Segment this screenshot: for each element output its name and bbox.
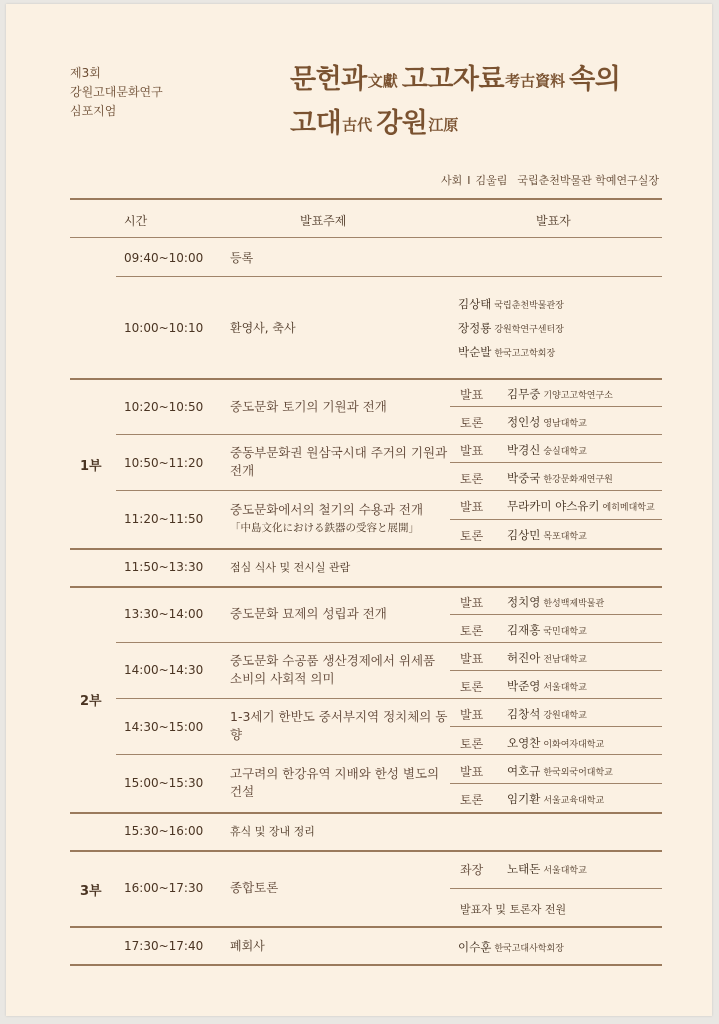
person-affiliation: 서울교육대학교 bbox=[543, 796, 605, 806]
role-label: 발표 bbox=[460, 500, 484, 514]
person-name: 노태돈 bbox=[507, 862, 541, 876]
person-name: 이수훈 bbox=[458, 940, 492, 954]
role-label: 토론 bbox=[460, 472, 484, 486]
moderator-separator: I bbox=[467, 174, 471, 187]
row-topic: 폐회사 bbox=[230, 939, 265, 953]
row-time: 11:50~13:30 bbox=[124, 560, 204, 574]
title-main-text: 고고자료 bbox=[401, 64, 505, 95]
section-rule bbox=[70, 812, 662, 814]
role-label: 발표 bbox=[460, 444, 484, 458]
row-topic: 환영사, 축사 bbox=[230, 321, 296, 335]
presenter bbox=[507, 706, 587, 722]
col-header-presenter: 발표자 bbox=[536, 214, 571, 228]
row-rule bbox=[116, 754, 662, 755]
table-top-rule bbox=[70, 198, 662, 200]
row-topic: 고구려의 한강유역 지배와 한성 별도의 건설 bbox=[230, 766, 440, 799]
sub-rule bbox=[450, 888, 662, 889]
person-affiliation: 전남대학교 bbox=[543, 655, 587, 665]
title-main-text: 속의 bbox=[569, 64, 621, 95]
role-label: 발표 bbox=[460, 765, 484, 779]
row-time: 09:40~10:00 bbox=[124, 251, 204, 265]
greeting-person bbox=[458, 344, 555, 360]
title-hanja-text: 江原 bbox=[428, 116, 459, 134]
role-label: 발표 bbox=[460, 652, 484, 666]
row-topic: 중도문화 묘제의 성립과 전개 bbox=[230, 606, 387, 621]
series-line: 강원고대문화연구 bbox=[70, 85, 163, 99]
section-label: 2부 bbox=[80, 694, 102, 709]
row-topic: 1-3세기 한반도 중서부지역 정치체의 동향 bbox=[230, 709, 448, 742]
row-topic: 중도문화 수공품 생산경제에서 위세품 소비의 사회적 의미 bbox=[230, 653, 436, 686]
section-label: 3부 bbox=[80, 884, 102, 899]
greeting-person bbox=[458, 296, 564, 312]
title-main-text: 강원 bbox=[376, 108, 428, 139]
row-time: 17:30~17:40 bbox=[124, 939, 204, 953]
chair bbox=[507, 861, 587, 877]
person-name: 무라카미 야스유키 bbox=[507, 499, 600, 513]
person-name: 여호규 bbox=[507, 764, 541, 778]
role-label: 토론 bbox=[460, 416, 484, 430]
row-time: 13:30~14:00 bbox=[124, 607, 204, 621]
title-hanja-text: 文獻 bbox=[367, 72, 398, 90]
person-affiliation: 한국외국어대학교 bbox=[543, 768, 613, 778]
row-topic: 점심 식사 및 전시실 관람 bbox=[230, 561, 351, 574]
person-affiliation: 한국고고학회장 bbox=[494, 349, 556, 359]
row-time: 16:00~17:30 bbox=[124, 881, 204, 895]
section-rule bbox=[70, 586, 662, 588]
sub-rule bbox=[450, 614, 662, 615]
sub-rule bbox=[450, 406, 662, 407]
section-rule bbox=[70, 850, 662, 852]
discussant bbox=[507, 791, 604, 807]
person-name: 박경신 bbox=[507, 443, 541, 457]
section-rule bbox=[70, 548, 662, 550]
person-affiliation: 국립춘천박물관장 bbox=[494, 301, 564, 311]
sub-rule bbox=[450, 519, 662, 520]
presenter bbox=[507, 650, 587, 666]
title-main-text: 고대 bbox=[290, 108, 342, 139]
person-affiliation: 목포대학교 bbox=[543, 532, 587, 542]
person-affiliation: 숭실대학교 bbox=[543, 447, 587, 457]
role-label: 토론 bbox=[460, 793, 484, 807]
moderator-affiliation: 국립춘천박물관 학예연구실장 bbox=[517, 174, 659, 187]
person-name: 김상민 bbox=[507, 528, 541, 542]
sub-rule bbox=[450, 726, 662, 727]
row-rule bbox=[116, 642, 662, 643]
person-affiliation: 서울대학교 bbox=[543, 683, 587, 693]
row-time: 14:00~14:30 bbox=[124, 663, 204, 677]
discussant bbox=[507, 678, 587, 694]
person-affiliation: 국민대학교 bbox=[543, 627, 587, 637]
discussant bbox=[507, 470, 613, 486]
row-time: 10:20~10:50 bbox=[124, 400, 204, 414]
col-header-time: 시간 bbox=[124, 214, 148, 228]
row-time: 10:50~11:20 bbox=[124, 456, 204, 470]
presenter bbox=[507, 498, 655, 514]
sub-rule bbox=[450, 670, 662, 671]
person-affiliation: 강원학연구센터장 bbox=[494, 325, 564, 335]
person-affiliation: 기양고고학연구소 bbox=[543, 391, 613, 401]
person-affiliation: 서울대학교 bbox=[543, 866, 587, 876]
role-label: 토론 bbox=[460, 680, 484, 694]
person-affiliation: 영남대학교 bbox=[543, 419, 587, 429]
closing-speaker bbox=[458, 939, 564, 955]
person-name: 허진아 bbox=[507, 651, 541, 665]
section-rule bbox=[70, 378, 662, 380]
row-topic-subtitle: 「中島文化における鉄器の受容と展開」 bbox=[230, 522, 419, 534]
row-time: 11:20~11:50 bbox=[124, 512, 204, 526]
discussant bbox=[507, 414, 587, 430]
person-affiliation: 이화여자대학교 bbox=[543, 740, 605, 750]
greeting-person bbox=[458, 320, 564, 336]
person-name: 김재홍 bbox=[507, 623, 541, 637]
moderator-name: 김울림 bbox=[475, 174, 508, 187]
person-name: 김무중 bbox=[507, 387, 541, 401]
col-header-topic: 발표주제 bbox=[300, 214, 347, 228]
role-label: 발표 bbox=[460, 596, 484, 610]
table-bottom-rule bbox=[70, 964, 662, 966]
person-name: 정인성 bbox=[507, 415, 541, 429]
person-affiliation: 에히메대학교 bbox=[602, 503, 655, 513]
sub-rule bbox=[450, 462, 662, 463]
discussant bbox=[507, 735, 604, 751]
row-topic: 종합토론 bbox=[230, 880, 279, 895]
moderator-role: 사회 bbox=[440, 174, 463, 187]
series-line: 제3회 bbox=[70, 66, 101, 80]
row-rule bbox=[116, 276, 662, 277]
person-name: 오영찬 bbox=[507, 736, 541, 750]
row-time: 14:30~15:00 bbox=[124, 720, 204, 734]
row-time: 15:30~16:00 bbox=[124, 824, 204, 838]
person-name: 정치영 bbox=[507, 595, 541, 609]
presenter bbox=[507, 594, 604, 610]
row-topic: 등록 bbox=[230, 251, 254, 265]
title-hanja-text: 古代 bbox=[342, 116, 373, 134]
role-label: 발표 bbox=[460, 708, 484, 722]
role-label: 토론 bbox=[460, 624, 484, 638]
person-name: 박순발 bbox=[458, 345, 492, 359]
person-name: 김상태 bbox=[458, 297, 492, 311]
row-rule bbox=[116, 434, 662, 435]
presenter bbox=[507, 442, 587, 458]
row-topic: 중도문화에서의 철기의 수용과 전개 bbox=[230, 502, 424, 517]
discussant bbox=[507, 527, 587, 543]
sub-rule bbox=[450, 783, 662, 784]
person-affiliation: 한성백제박물관 bbox=[543, 599, 605, 609]
person-name: 박준영 bbox=[507, 679, 541, 693]
person-affiliation: 한강문화재연구원 bbox=[543, 475, 613, 485]
role-label: 발표 bbox=[460, 388, 484, 402]
person-name: 장정룡 bbox=[458, 321, 492, 335]
person-affiliation: 강원대학교 bbox=[543, 711, 587, 721]
row-time: 10:00~10:10 bbox=[124, 321, 204, 335]
person-affiliation: 한국고대사학회장 bbox=[494, 944, 564, 954]
row-topic: 중동부문화권 원삼국시대 주거의 기원과 전개 bbox=[230, 445, 448, 478]
all-participants: 발표자 및 토론자 전원 bbox=[460, 903, 567, 916]
presenter bbox=[507, 763, 613, 779]
presenter bbox=[507, 386, 613, 402]
role-label: 토론 bbox=[460, 737, 484, 751]
role-label: 좌장 bbox=[460, 863, 484, 877]
discussant bbox=[507, 622, 587, 638]
person-name: 김창석 bbox=[507, 707, 541, 721]
row-time: 15:00~15:30 bbox=[124, 776, 204, 790]
row-rule bbox=[116, 698, 662, 699]
role-label: 토론 bbox=[460, 529, 484, 543]
section-label: 1부 bbox=[80, 459, 102, 474]
row-topic: 중도문화 토기의 기원과 전개 bbox=[230, 399, 387, 414]
row-topic: 휴식 및 장내 정리 bbox=[230, 825, 315, 838]
person-name: 임기환 bbox=[507, 792, 541, 806]
person-name: 박중국 bbox=[507, 471, 541, 485]
row-rule bbox=[116, 490, 662, 491]
section-rule bbox=[70, 926, 662, 928]
title-hanja-text: 考古資料 bbox=[505, 72, 566, 90]
title-main-text: 문헌과 bbox=[290, 64, 367, 95]
header-rule bbox=[70, 237, 662, 238]
series-line: 심포지엄 bbox=[70, 104, 117, 118]
